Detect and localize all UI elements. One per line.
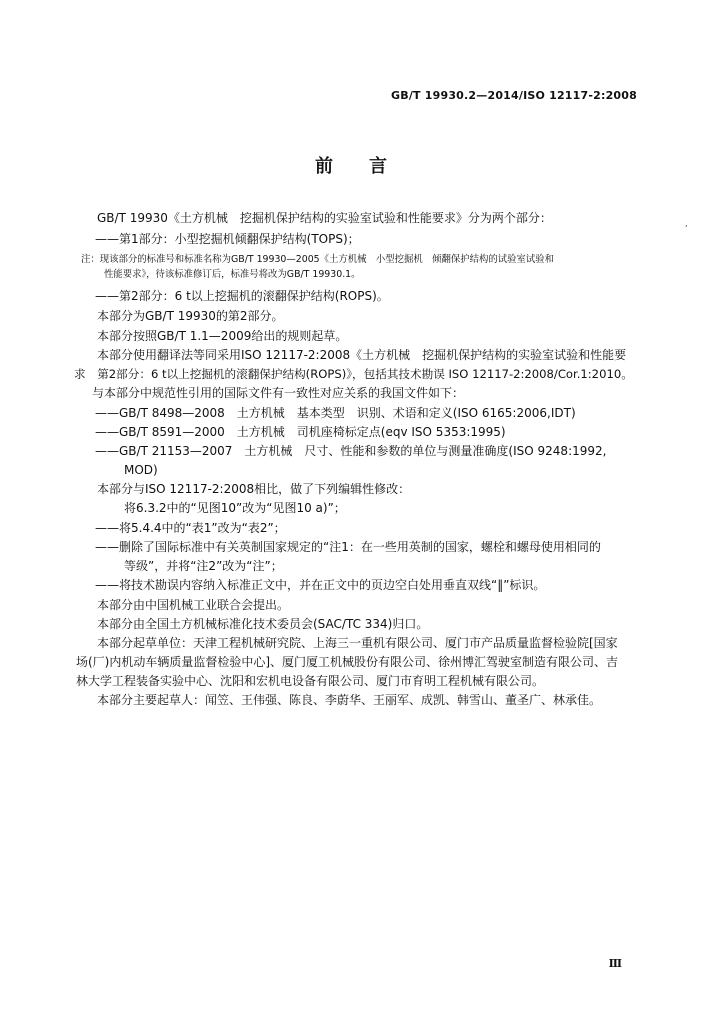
body-line: ——GB/T 8498—2008 土方机械 基本类型 识别、术语和定义(ISO 6165:2006,IDT) (95, 406, 576, 420)
body-line: 本部分与ISO 12117-2:2008相比，做了下列编辑性修改： (97, 482, 411, 496)
body-line: 本部分使用翻译法等同采用ISO 12117-2:2008《土方机械 挖掘机保护结构的实验室试验和性能要 (97, 348, 627, 362)
note-line: 性能要求》，待该标准修订后，标准号将改为GB/T 19930.1。 (104, 269, 361, 280)
page-number: Ⅲ (608, 957, 622, 970)
body-line: ——第2部分：6 t以上挖掘机的滚翻保护结构(ROPS)。 (95, 289, 389, 303)
body-line: 场(厂)内机动车辆质量监督检验中心]、厦门厦工机械股份有限公司、徐州博汇驾驶室制造有限公司、吉 (76, 655, 619, 669)
body-line: ——删除了国际标准中有关英制国家规定的“注1：在一些用英制的国家，螺栓和螺母使用相同的 (95, 540, 601, 554)
standard-code: GB/T 19930.2—2014/ISO 12117-2:2008 (391, 89, 637, 102)
body-line: 本部分主要起草人：闻笠、王伟强、陈良、李蔚华、王丽军、成凯、韩雪山、董圣广、林承佳。 (97, 693, 602, 707)
body-line: 与本部分中规范性引用的国际文件有一致性对应关系的我国文件如下： (92, 386, 465, 400)
body-line: 等级”，并将“注2”改为“注”； (124, 559, 283, 573)
note-line: 注：现该部分的标准号和标准名称为GB/T 19930—2005《土方机械 小型挖掘机 倾翻保护结构的试验室试验和 (81, 254, 554, 265)
body-line: ——GB/T 21153—2007 土方机械 尺寸、性能和参数的单位与测量准确度(ISO 9248:1992, (95, 444, 607, 458)
body-line: ——将技术勘误内容纳入标准正文中，并在正文中的页边空白处用垂直双线“‖”标识。 (95, 578, 546, 592)
body-line: 求 第2部分：6 t以上挖掘机的滚翻保护结构(ROPS)》，包括其技术勘误 ISO 12117-2:2008/Cor.1:2010。 (74, 367, 633, 381)
body-line: ——第1部分：小型挖掘机倾翻保护结构(TOPS)； (95, 232, 360, 246)
body-line: 本部分由中国机械工业联合会提出。 (97, 598, 290, 612)
body-line: 本部分为GB/T 19930的第2部分。 (97, 309, 284, 323)
stray-mark: , (685, 219, 688, 228)
body-line: GB/T 19930《土方机械 挖掘机保护结构的实验室试验和性能要求》分为两个部分： (97, 211, 552, 225)
body-line: 将6.3.2中的“见图10”改为“见图10 a)”； (124, 501, 346, 515)
body-line: 本部分起草单位：天津工程机械研究院、上海三一重机有限公司、厦门市产品质量监督检验院[国家 (97, 636, 618, 650)
body-line: 林大学工程装备实验中心、沈阳和宏机电设备有限公司、厦门市育明工程机械有限公司。 (76, 674, 545, 688)
body-line: ——将5.4.4中的“表1”改为“表2”； (95, 521, 286, 535)
page-title: 前言 (315, 156, 423, 177)
body-line: 本部分按照GB/T 1.1—2009给出的规则起草。 (97, 329, 348, 343)
body-line: MOD) (124, 463, 158, 477)
body-line: ——GB/T 8591—2000 土方机械 司机座椅标定点(eqv ISO 5353:1995) (95, 425, 506, 439)
body-line: 本部分由全国土方机械标准化技术委员会(SAC/TC 334)归口。 (97, 617, 429, 631)
